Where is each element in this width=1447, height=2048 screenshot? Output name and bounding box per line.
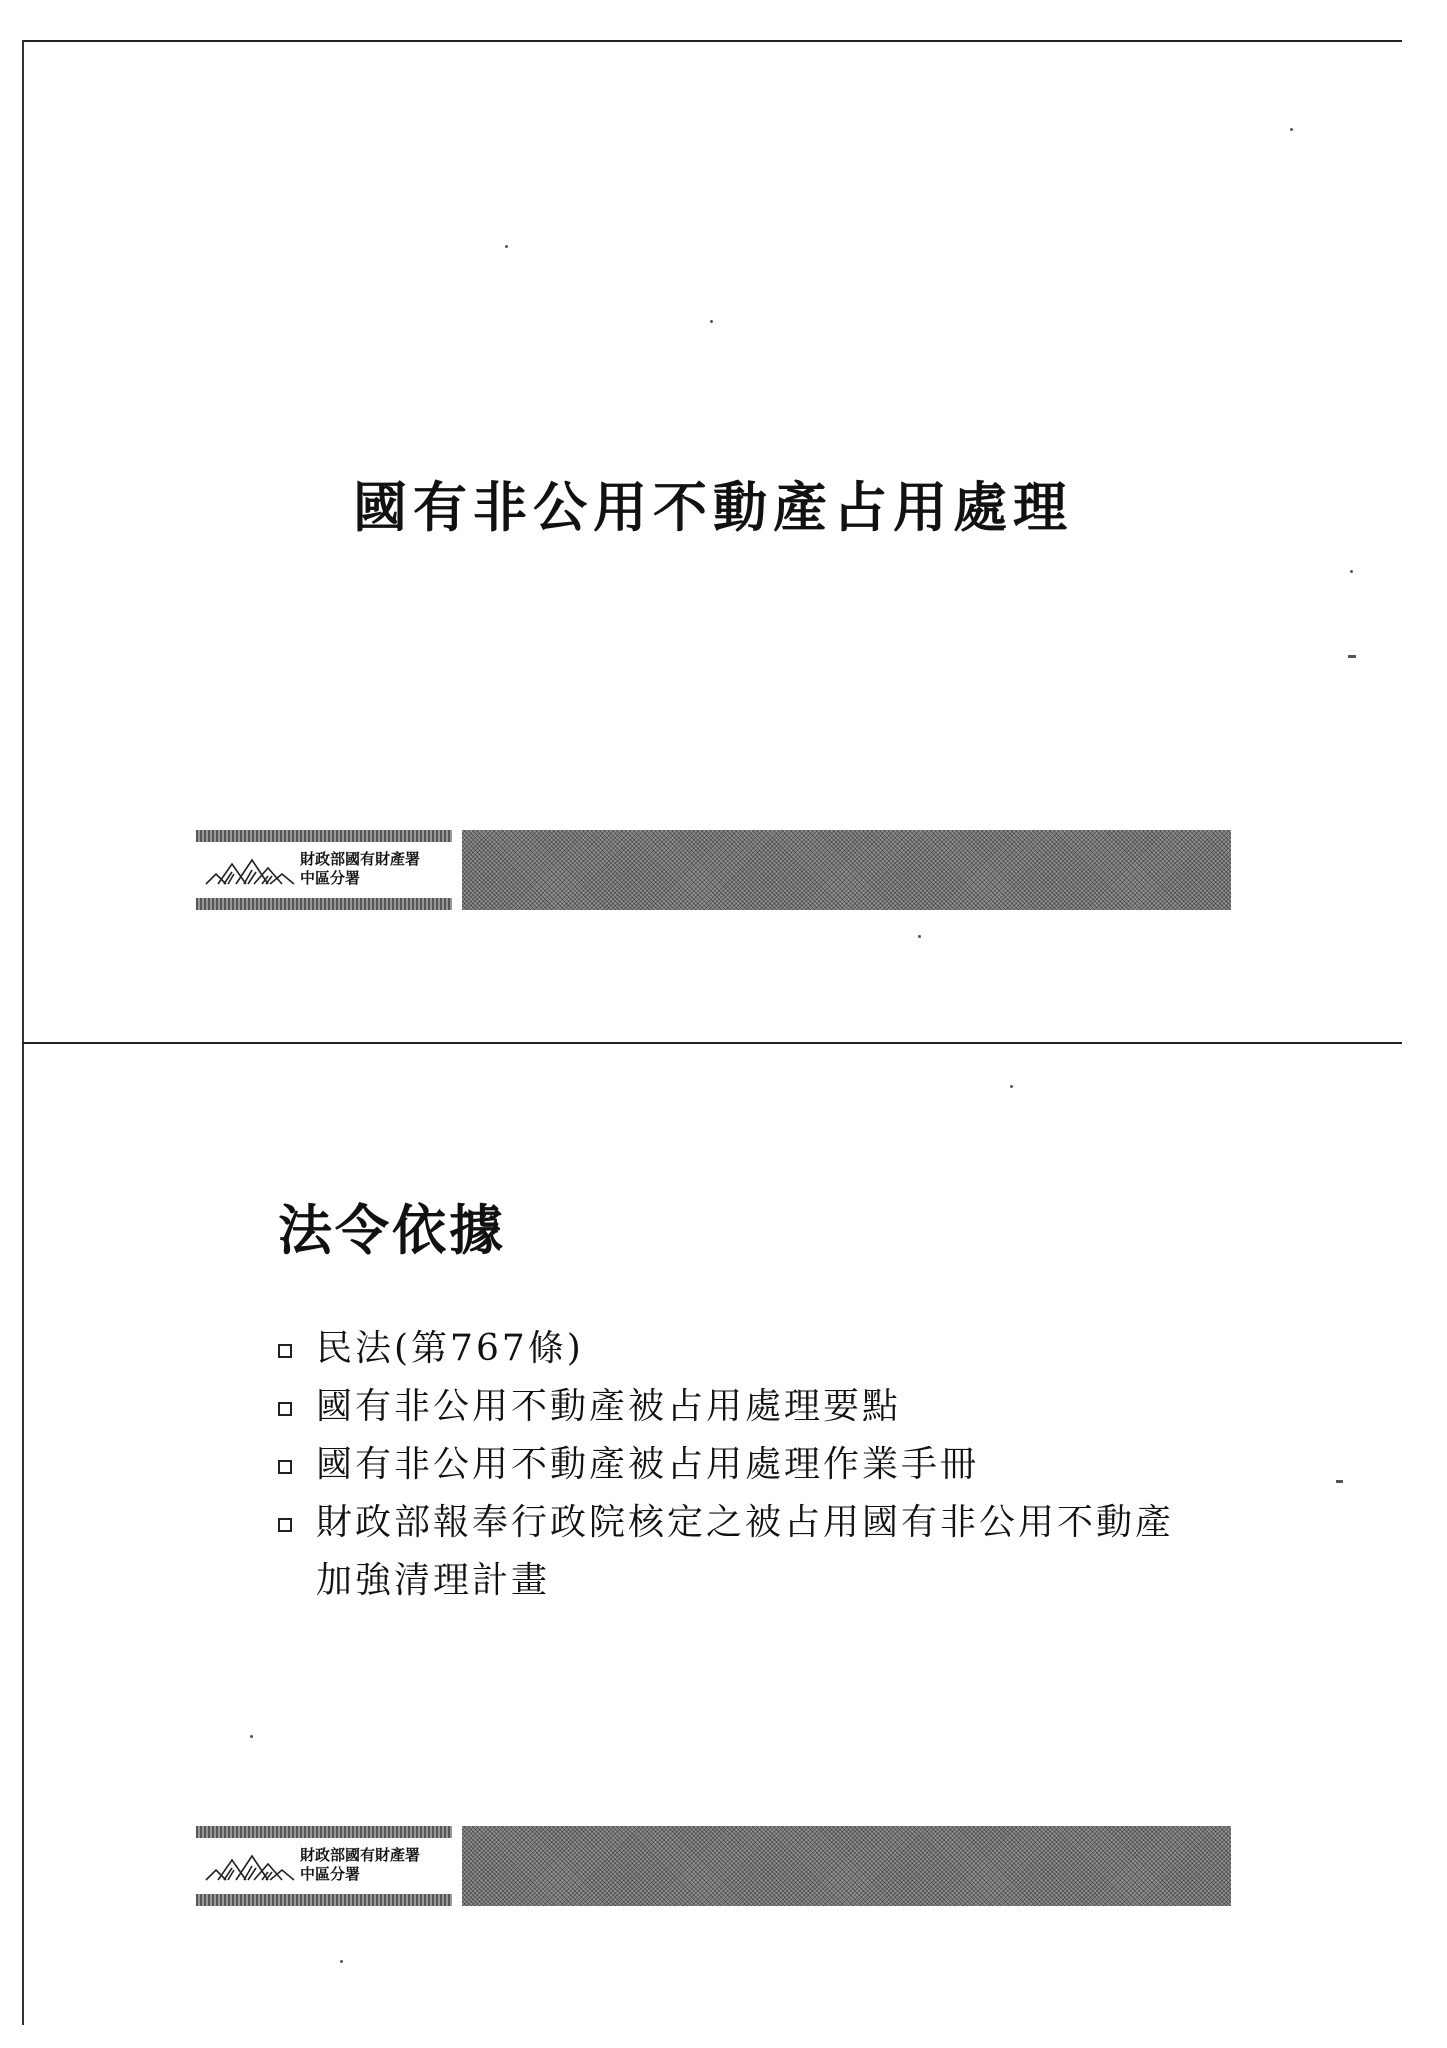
org-line-2: 中區分署 bbox=[300, 1865, 361, 1883]
square-bullet-icon bbox=[278, 1344, 292, 1358]
scan-speck bbox=[1348, 655, 1356, 658]
scan-speck bbox=[1010, 1085, 1013, 1088]
slide-1-title: 國有非公用不動產占用處理 bbox=[353, 475, 1073, 539]
footer-bar-top bbox=[196, 830, 452, 842]
footer-texture-band bbox=[462, 1826, 1231, 1906]
org-line-1: 財政部國有財產署 bbox=[300, 850, 421, 868]
legal-basis-list bbox=[278, 1320, 1178, 1610]
square-bullet-icon bbox=[278, 1518, 292, 1532]
org-line-2: 中區分署 bbox=[300, 869, 361, 887]
scan-speck bbox=[918, 935, 921, 938]
slide-divider-line bbox=[22, 1042, 1402, 1044]
square-bullet-icon bbox=[278, 1460, 292, 1474]
left-border-line bbox=[22, 40, 24, 2025]
footer-bar-bottom bbox=[196, 1894, 452, 1906]
org-line-1: 財政部國有財產署 bbox=[300, 1846, 421, 1864]
scan-speck bbox=[250, 1735, 253, 1738]
scan-speck bbox=[1290, 128, 1293, 131]
square-bullet-icon bbox=[278, 1402, 292, 1416]
slide-2-title: 法令依據 bbox=[278, 1198, 506, 1262]
slide-2-footer bbox=[196, 1826, 1231, 1906]
mountain-logo-icon bbox=[204, 856, 296, 886]
list-item-text: 國有非公用不動產被占用處理作業手冊 bbox=[316, 1444, 980, 1485]
scan-speck bbox=[710, 320, 713, 323]
list-item bbox=[278, 1320, 1178, 1378]
slide-1-footer bbox=[196, 830, 1231, 910]
list-item-text: 民法(第767條) bbox=[316, 1328, 584, 1369]
list-item-text: 國有非公用不動產被占用處理要點 bbox=[316, 1386, 902, 1427]
list-item bbox=[278, 1494, 1176, 1610]
scan-speck bbox=[340, 1960, 343, 1963]
footer-bar-top bbox=[196, 1826, 452, 1838]
scan-speck bbox=[1350, 570, 1353, 573]
footer-logo-block bbox=[196, 830, 452, 910]
footer-org-name bbox=[300, 850, 420, 888]
footer-bar-bottom bbox=[196, 898, 452, 910]
list-item-text: 財政部報奉行政院核定之被占用國有非公用不動產加強清理計畫 bbox=[316, 1502, 1175, 1601]
scan-speck bbox=[1336, 1480, 1343, 1483]
mountain-logo-icon bbox=[204, 1852, 296, 1882]
footer-logo-block bbox=[196, 1826, 452, 1906]
list-item bbox=[278, 1378, 1178, 1436]
footer-org-name bbox=[300, 1846, 420, 1884]
top-border-line bbox=[22, 40, 1402, 42]
scan-speck bbox=[505, 245, 508, 248]
footer-texture-band bbox=[462, 830, 1231, 910]
list-item bbox=[278, 1436, 1178, 1494]
